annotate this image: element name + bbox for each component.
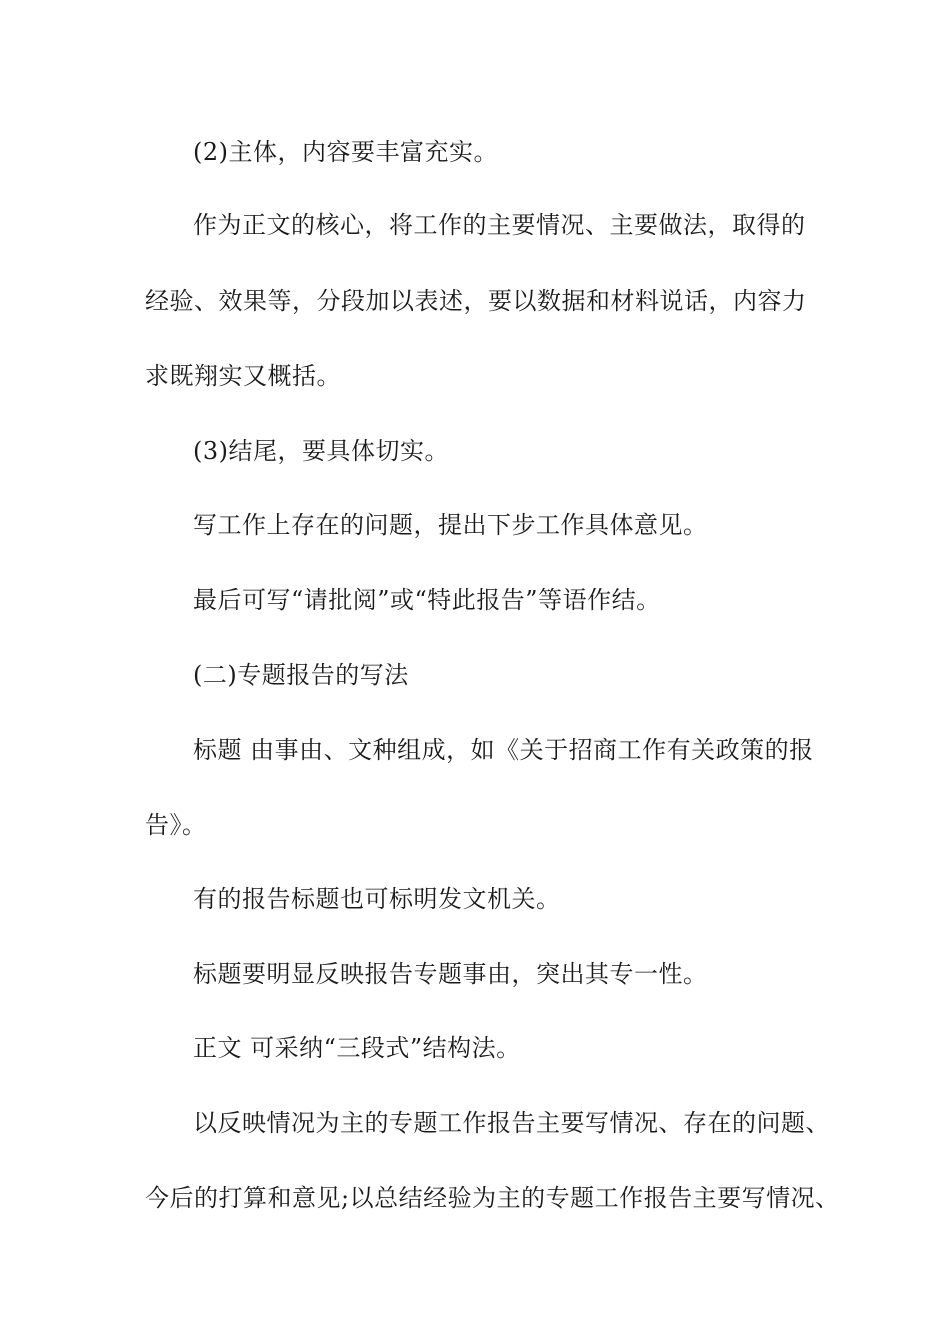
paragraph-line: 标题 由事由、文种组成，如《关于招商工作有关政策的报 — [193, 736, 814, 764]
section-heading: (二)专题报告的写法 — [193, 661, 409, 689]
paragraph-line: (2)主体，内容要丰富充实。 — [193, 138, 498, 166]
paragraph-line: 正文 可采纳“三段式”结构法。 — [193, 1034, 521, 1062]
paragraph-line: 最后可写“请批阅”或“特此报告”等语作结。 — [193, 586, 661, 614]
paragraph-line: 有的报告标题也可标明发文机关。 — [193, 885, 561, 913]
paragraph-line: 作为正文的核心，将工作的主要情况、主要做法，取得的 — [193, 211, 806, 239]
paragraph-line: (3)结尾，要具体切实。 — [193, 437, 449, 465]
paragraph-line: 写工作上存在的问题，提出下步工作具体意见。 — [193, 511, 708, 539]
paragraph-line: 今后的打算和意见;以总结经验为主的专题工作报告主要写情况、 — [145, 1184, 840, 1212]
paragraph-line: 以反映情况为主的专题工作报告主要写情况、存在的问题、 — [193, 1109, 830, 1137]
paragraph-line: 告》。 — [145, 811, 207, 839]
paragraph-line: 求既翔实又概括。 — [145, 362, 341, 390]
paragraph-line: 标题要明显反映报告专题事由，突出其专一性。 — [193, 960, 708, 988]
paragraph-line: 经验、效果等，分段加以表述，要以数据和材料说话，内容力 — [145, 287, 807, 315]
